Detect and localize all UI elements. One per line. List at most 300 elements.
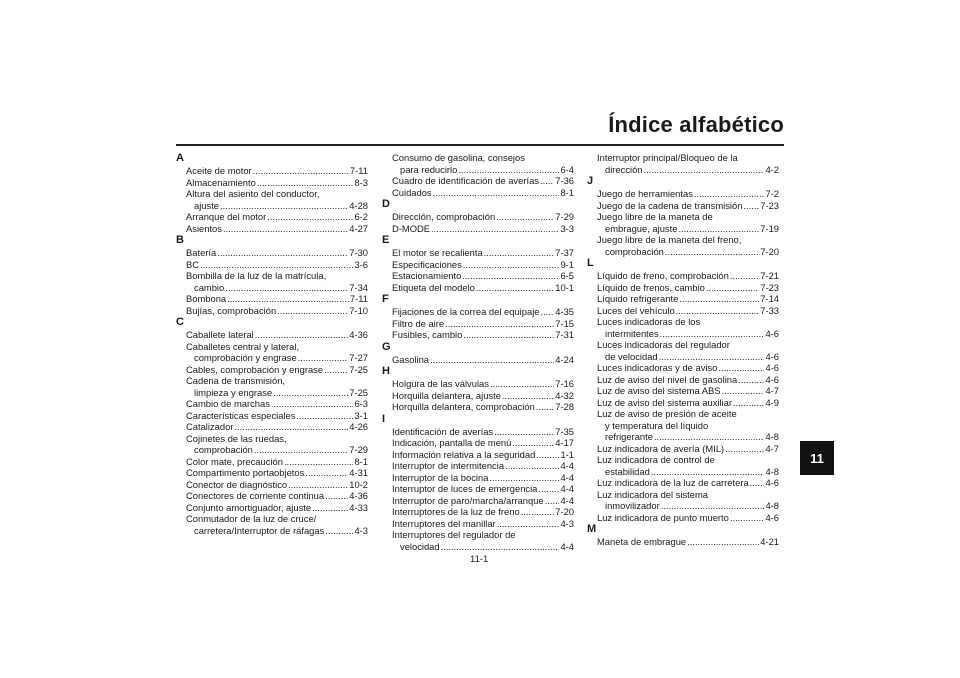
- index-entry-text: BC: [186, 258, 200, 270]
- index-entry: [382, 223, 574, 235]
- index-page-ref: 4-4: [560, 483, 574, 494]
- index-entry: [587, 234, 779, 257]
- leader-dots: [217, 247, 348, 259]
- leader-dots: [277, 305, 348, 317]
- index-entry: [587, 305, 779, 317]
- index-page-ref: 4-2: [765, 163, 779, 175]
- leader-dots: [644, 164, 765, 176]
- index-entry-text: Arranque del motor: [186, 211, 267, 222]
- leader-dots: [536, 401, 554, 413]
- leader-dots: [284, 456, 354, 468]
- index-letter: M: [587, 523, 597, 535]
- index-page-ref: 7-25: [349, 386, 368, 398]
- index-entry: [176, 259, 368, 271]
- index-page-ref: 7-11: [349, 293, 368, 304]
- index-entry: [176, 456, 368, 468]
- index-page-ref: 7-29: [555, 211, 574, 222]
- leader-dots: [267, 211, 353, 223]
- index-page-ref: 10-1: [555, 281, 574, 293]
- index-page-ref: 7-29: [349, 444, 368, 455]
- index-letter: D: [382, 198, 390, 210]
- index-column-1: [176, 152, 368, 536]
- index-entry-text: Caballetes central y lateral,: [186, 340, 300, 352]
- index-page-ref: 7-20: [555, 506, 574, 517]
- index-entry: [176, 293, 368, 305]
- index-entry: [176, 247, 368, 259]
- index-entry: [176, 305, 368, 317]
- index-entry-text: Luces indicadoras de los: [597, 316, 701, 327]
- leader-dots: [298, 352, 349, 364]
- index-entry: [382, 449, 574, 461]
- index-entry-text: D-MODE: [392, 222, 431, 234]
- index-page-ref: 4-9: [765, 396, 779, 408]
- index-entry-text: carretera/Interruptor de ráfagas: [194, 524, 325, 536]
- index-entry: [587, 211, 779, 234]
- index-entry-text: Holgura de las válvulas: [392, 378, 489, 389]
- index-page-ref: 6-3: [354, 398, 368, 409]
- index-entry-text: Horquilla delantera, ajuste: [392, 389, 501, 401]
- index-entry: [176, 341, 368, 364]
- leader-dots: [312, 502, 348, 514]
- leader-dots: [462, 270, 559, 282]
- index-page-ref: 8-3: [354, 176, 368, 188]
- index-page-ref: 7-14: [760, 293, 779, 304]
- index-entry: [176, 490, 368, 502]
- index-entry-text: Bujías, comprobación: [186, 304, 277, 316]
- index-entry-text: Identificación de averías: [392, 425, 494, 437]
- index-entry-text: Luz de aviso del sistema auxiliar: [597, 396, 732, 408]
- leader-dots: [706, 282, 759, 294]
- index-page-ref: 4-21: [760, 536, 779, 547]
- leader-dots: [541, 306, 555, 318]
- index-entry-text: Maneta de embrague: [597, 536, 687, 547]
- index-entry-text: Cables, comprobación y engrase: [186, 363, 324, 375]
- index-letter: B: [176, 234, 184, 246]
- index-page-ref: 7-23: [760, 281, 779, 293]
- leader-dots: [512, 437, 554, 449]
- index-page-ref: 4-32: [555, 389, 574, 401]
- index-letter: F: [382, 293, 389, 305]
- leader-dots: [730, 270, 759, 282]
- index-entry-text: Almacenamiento: [186, 176, 256, 188]
- index-entry-text: Cojinetes de las ruedas,: [186, 432, 287, 444]
- index-page-ref: 7-20: [760, 245, 779, 257]
- index-page-ref: 7-15: [555, 317, 574, 329]
- leader-dots: [476, 282, 554, 294]
- index-entry-text: Bombona: [186, 293, 227, 304]
- index-entry: [382, 152, 574, 175]
- index-page-ref: 7-16: [555, 378, 574, 389]
- index-page-ref: 4-3: [354, 524, 368, 536]
- index-entry-text: inmovilizador: [605, 500, 660, 511]
- index-page-ref: 4-6: [765, 362, 779, 373]
- leader-dots: [433, 187, 560, 199]
- index-entry-text: Conectores de corriente continua: [186, 490, 325, 501]
- leader-dots: [718, 362, 764, 374]
- index-entry: [587, 362, 779, 374]
- index-entry-text: Interruptor de luces de emergencia: [392, 483, 538, 494]
- index-entry: [382, 175, 574, 187]
- leader-dots: [305, 467, 348, 479]
- index-page-ref: 4-4: [560, 471, 574, 483]
- index-page-ref: 4-6: [765, 477, 779, 488]
- header-rule: [176, 144, 784, 146]
- index-entry-text: Caballete lateral: [186, 329, 254, 340]
- index-entry-text: Conmutador de la luz de cruce/: [186, 513, 317, 524]
- index-entry: [587, 397, 779, 409]
- index-entry-text: Filtro de aire: [392, 317, 445, 329]
- index-entry-text: Dirección, comprobación: [392, 211, 496, 222]
- index-entry: [587, 374, 779, 386]
- leader-dots: [430, 354, 554, 366]
- page-number: 11-1: [470, 554, 489, 565]
- index-entry: [382, 518, 574, 530]
- leader-dots: [505, 460, 559, 472]
- index-entry-text: Luz indicadora de la luz de carretera: [597, 477, 749, 488]
- index-letter: E: [382, 234, 390, 246]
- index-page-ref: 4-4: [560, 460, 574, 471]
- index-page-ref: 3-1: [354, 409, 368, 421]
- index-page-ref: 8-1: [560, 186, 574, 198]
- index-page-ref: 4-27: [349, 222, 368, 234]
- index-entry-text: Indicación, pantalla de menú: [392, 437, 512, 448]
- leader-dots: [431, 223, 559, 235]
- index-entry: [176, 421, 368, 433]
- index-page-ref: 4-6: [765, 350, 779, 362]
- leader-dots: [651, 466, 765, 478]
- index-entry-text: Bombilla de la luz de la matrícula,: [186, 270, 327, 281]
- index-column-3: [587, 152, 779, 548]
- index-entry: [587, 293, 779, 305]
- index-entry-text: Asientos: [186, 222, 222, 234]
- index-entry: [382, 270, 574, 282]
- index-entry-text: Luz de aviso del nivel de gasolina: [597, 373, 738, 385]
- index-entry-text: Luces del vehículo: [597, 304, 675, 316]
- index-page-ref: 4-8: [765, 431, 779, 442]
- index-entry-text: Interruptores de la luz de freno: [392, 506, 520, 517]
- index-entry: [587, 152, 779, 175]
- index-page-ref: 7-35: [555, 425, 574, 437]
- leader-dots: [738, 374, 764, 386]
- index-page-ref: 10-2: [349, 478, 368, 490]
- index-entry: [587, 443, 779, 455]
- index-entry: [382, 306, 574, 318]
- index-entry-text: Luces indicadoras y de aviso: [597, 362, 718, 373]
- leader-dots: [545, 495, 560, 507]
- leader-dots: [661, 500, 765, 512]
- index-entry-text: Características especiales: [186, 409, 296, 421]
- index-entry-text: dirección: [605, 163, 643, 175]
- index-letter: C: [176, 316, 184, 328]
- index-page-ref: 4-3: [560, 517, 574, 529]
- index-page-ref: 7-30: [349, 247, 368, 258]
- index-entry-text: Juego de herramientas: [597, 188, 693, 199]
- index-entry-text: limpieza y engrase: [194, 386, 273, 398]
- index-entry-text: Interruptor de intermitencia: [392, 460, 505, 471]
- index-page-ref: 4-6: [765, 511, 779, 523]
- index-entry-text: El motor se recalienta: [392, 247, 483, 258]
- leader-dots: [743, 200, 759, 212]
- index-entry-text: Especificaciones: [392, 258, 462, 270]
- index-entry-text: Cuadro de identificación de averías: [392, 175, 539, 186]
- leader-dots: [687, 536, 759, 548]
- index-page-ref: 4-8: [765, 500, 779, 511]
- index-entry: [176, 165, 368, 177]
- leader-dots: [502, 390, 554, 402]
- leader-dots: [271, 398, 354, 410]
- index-page-ref: 4-33: [349, 501, 368, 513]
- leader-dots: [223, 223, 348, 235]
- index-entry-text: Juego de la cadena de transmisión: [597, 199, 743, 211]
- page-title: Índice alfabético: [608, 112, 784, 137]
- leader-dots: [725, 443, 764, 455]
- leader-dots: [676, 305, 760, 317]
- index-page-ref: 7-33: [760, 304, 779, 316]
- index-entry-text: Juego libre de la maneta de: [597, 211, 713, 222]
- leader-dots: [536, 449, 559, 461]
- index-page-ref: 7-11: [349, 165, 368, 176]
- index-page-ref: 4-7: [765, 442, 779, 454]
- index-entry: [587, 200, 779, 212]
- index-letter: L: [587, 257, 594, 269]
- index-page-ref: 4-4: [560, 540, 574, 552]
- index-page-ref: 4-17: [555, 437, 574, 448]
- index-page-ref: 8-1: [354, 455, 368, 467]
- leader-dots: [288, 479, 348, 491]
- index-entry: [382, 483, 574, 495]
- index-entry: [176, 177, 368, 189]
- index-entry-text: Conector de diagnóstico: [186, 478, 288, 490]
- index-entry: [176, 433, 368, 456]
- index-entry: [587, 188, 779, 200]
- index-entry: [382, 329, 574, 341]
- leader-dots: [253, 165, 349, 177]
- index-page-ref: 7-34: [349, 281, 368, 293]
- leader-dots: [255, 329, 348, 341]
- index-entry: [176, 467, 368, 479]
- index-entry: [176, 479, 368, 491]
- index-entry: [587, 512, 779, 524]
- index-page-ref: 4-36: [349, 329, 368, 340]
- leader-dots: [654, 431, 764, 443]
- index-entry-text: Consumo de gasolina, consejos: [392, 152, 525, 163]
- index-page-ref: 6-5: [560, 270, 574, 281]
- leader-dots: [441, 541, 560, 553]
- index-entry-text: comprobación y engrase: [194, 352, 297, 363]
- leader-dots: [489, 472, 559, 484]
- index-page-ref: 4-26: [349, 421, 368, 432]
- leader-dots: [484, 247, 555, 259]
- index-entry: [382, 426, 574, 438]
- index-entry-text: embrague, ajuste: [605, 222, 678, 234]
- index-entry: [382, 472, 574, 484]
- leader-dots: [730, 512, 765, 524]
- index-entry: [176, 398, 368, 410]
- index-entry: [587, 477, 779, 489]
- index-page-ref: 7-27: [349, 352, 368, 363]
- index-entry-text: Etiqueta del modelo: [392, 281, 475, 293]
- leader-dots: [254, 444, 348, 456]
- chapter-tab: 11: [800, 441, 834, 475]
- index-entry: [176, 211, 368, 223]
- index-letter: J: [587, 175, 594, 187]
- index-page-ref: 7-25: [349, 363, 368, 375]
- index-entry: [382, 282, 574, 294]
- index-entry-text: ajuste: [194, 199, 220, 211]
- index-entry: [587, 454, 779, 477]
- leader-dots: [296, 410, 353, 422]
- index-entry: [382, 378, 574, 390]
- leader-dots: [660, 328, 765, 340]
- index-entry: [382, 529, 574, 552]
- index-entry-text: Compartimento portaobjetos: [186, 467, 305, 478]
- index-page-ref: 4-8: [765, 465, 779, 477]
- index-entry-text: Luz de aviso del sistema ABS: [597, 385, 721, 396]
- index-entry-text: Interruptores del regulador de: [392, 529, 516, 540]
- index-page-ref: 7-10: [349, 304, 368, 316]
- index-entry: [382, 506, 574, 518]
- index-entry: [382, 259, 574, 271]
- index-entry: [176, 375, 368, 398]
- index-entry: [587, 489, 779, 512]
- leader-dots: [325, 525, 353, 537]
- index-page-ref: 4-36: [349, 490, 368, 501]
- index-page-ref: 7-19: [760, 222, 779, 234]
- index-entry: [382, 437, 574, 449]
- leader-dots: [225, 282, 348, 294]
- index-entry-text: Cadena de transmisión,: [186, 375, 286, 386]
- index-entry-text: Fusibles, cambio: [392, 329, 463, 340]
- index-page-ref: 6-4: [560, 163, 574, 175]
- index-page-ref: 4-31: [349, 467, 368, 478]
- index-entry: [382, 318, 574, 330]
- index-entry-text: Color mate, precaución: [186, 455, 283, 467]
- index-letter: H: [382, 365, 390, 377]
- index-entry-text: Altura del asiento del conductor,: [186, 188, 320, 199]
- index-entry-text: Conjunto amortiguador, ajuste: [186, 501, 312, 513]
- index-entry-text: refrigerante: [605, 431, 653, 442]
- index-page-ref: 3-3: [560, 222, 574, 234]
- index-page-ref: 7-2: [765, 188, 779, 199]
- index-entry-text: Catalizador: [186, 421, 234, 432]
- leader-dots: [497, 518, 560, 530]
- index-entry: [587, 316, 779, 339]
- index-entry-text: comprobación: [605, 245, 664, 257]
- index-entry: [176, 329, 368, 341]
- leader-dots: [325, 490, 348, 502]
- index-page-ref: 3-6: [354, 258, 368, 270]
- index-entry-text: Luz indicadora de punto muerto: [597, 511, 729, 523]
- index-entry: [382, 247, 574, 259]
- index-entry-text: Interruptor de paro/marcha/arranque: [392, 494, 544, 506]
- index-entry: [587, 408, 779, 443]
- index-entry-text: Luz indicadora de avería (MIL): [597, 442, 725, 454]
- leader-dots: [227, 293, 349, 305]
- index-entry-text: Líquido de freno, comprobación: [597, 270, 729, 281]
- leader-dots: [496, 211, 554, 223]
- index-entry-text: Luz indicadora de control de: [597, 454, 715, 465]
- leader-dots: [324, 364, 348, 376]
- leader-dots: [665, 246, 759, 258]
- leader-dots: [494, 426, 554, 438]
- index-entry-text: Aceite de motor: [186, 165, 252, 176]
- index-entry-text: Gasolina: [392, 353, 430, 365]
- leader-dots: [490, 378, 554, 390]
- index-entry-text: velocidad: [400, 540, 440, 552]
- leader-dots: [679, 293, 759, 305]
- index-entry: [176, 188, 368, 211]
- index-entry: [382, 187, 574, 199]
- leader-dots: [678, 223, 759, 235]
- leader-dots: [257, 177, 354, 189]
- index-entry-text: Fijaciones de la correa del equipaje: [392, 306, 540, 317]
- index-entry: [176, 223, 368, 235]
- index-page-ref: 9-1: [560, 258, 574, 270]
- index-column-2: [382, 152, 574, 552]
- index-entry: [176, 513, 368, 536]
- index-entry-text: Información relativa a la seguridad: [392, 448, 536, 460]
- index-entry: [587, 536, 779, 548]
- index-entry-text: para reducirlo: [400, 163, 458, 175]
- index-entry: [382, 401, 574, 413]
- index-page-ref: 7-23: [760, 199, 779, 211]
- index-entry-text: estabilidad: [605, 465, 650, 477]
- index-entry-text: cambio: [194, 281, 225, 293]
- leader-dots: [538, 483, 559, 495]
- index-entry-text: Cuidados: [392, 186, 432, 198]
- leader-dots: [521, 506, 555, 518]
- index-entry: [382, 211, 574, 223]
- index-page-ref: 4-6: [765, 327, 779, 339]
- index-entry: [587, 385, 779, 397]
- index-entry: [382, 460, 574, 472]
- leader-dots: [750, 477, 765, 489]
- index-entry: [176, 270, 368, 293]
- index-letter: G: [382, 340, 391, 353]
- leader-dots: [200, 259, 353, 271]
- index-entry-text: Juego libre de la maneta del freno,: [597, 234, 742, 245]
- index-entry-text: Luz de aviso de presión de aceite: [597, 408, 737, 419]
- index-entry: [382, 495, 574, 507]
- index-entry: [382, 354, 574, 366]
- index-entry-text: Luz indicadora del sistema: [597, 488, 708, 500]
- index-entry: [587, 270, 779, 282]
- leader-dots: [722, 385, 765, 397]
- index-entry-text: Estacionamiento: [392, 270, 462, 281]
- index-entry-text: y temperatura del líquido: [605, 419, 709, 431]
- index-entry-text: Cambio de marchas: [186, 398, 270, 409]
- index-page-ref: 4-4: [560, 494, 574, 506]
- index-entry: [176, 364, 368, 376]
- index-entry-text: comprobación: [194, 444, 253, 455]
- index-page-ref: 6-2: [354, 211, 368, 222]
- index-page-ref: 4-6: [765, 373, 779, 385]
- index-entry-text: Luces indicadoras del regulador: [597, 339, 730, 350]
- index-page-ref: 4-24: [555, 353, 574, 365]
- index-entry-text: intermitentes: [605, 327, 659, 339]
- index-page-ref: 4-7: [765, 385, 779, 396]
- leader-dots: [463, 259, 560, 271]
- index-entry: [176, 502, 368, 514]
- index-letter: A: [176, 152, 184, 164]
- index-page-ref: 7-21: [760, 270, 779, 281]
- leader-dots: [458, 164, 559, 176]
- leader-dots: [220, 200, 348, 212]
- index-page-ref: 1-1: [560, 448, 574, 460]
- leader-dots: [733, 397, 764, 409]
- index-entry: [587, 339, 779, 362]
- leader-dots: [694, 188, 765, 200]
